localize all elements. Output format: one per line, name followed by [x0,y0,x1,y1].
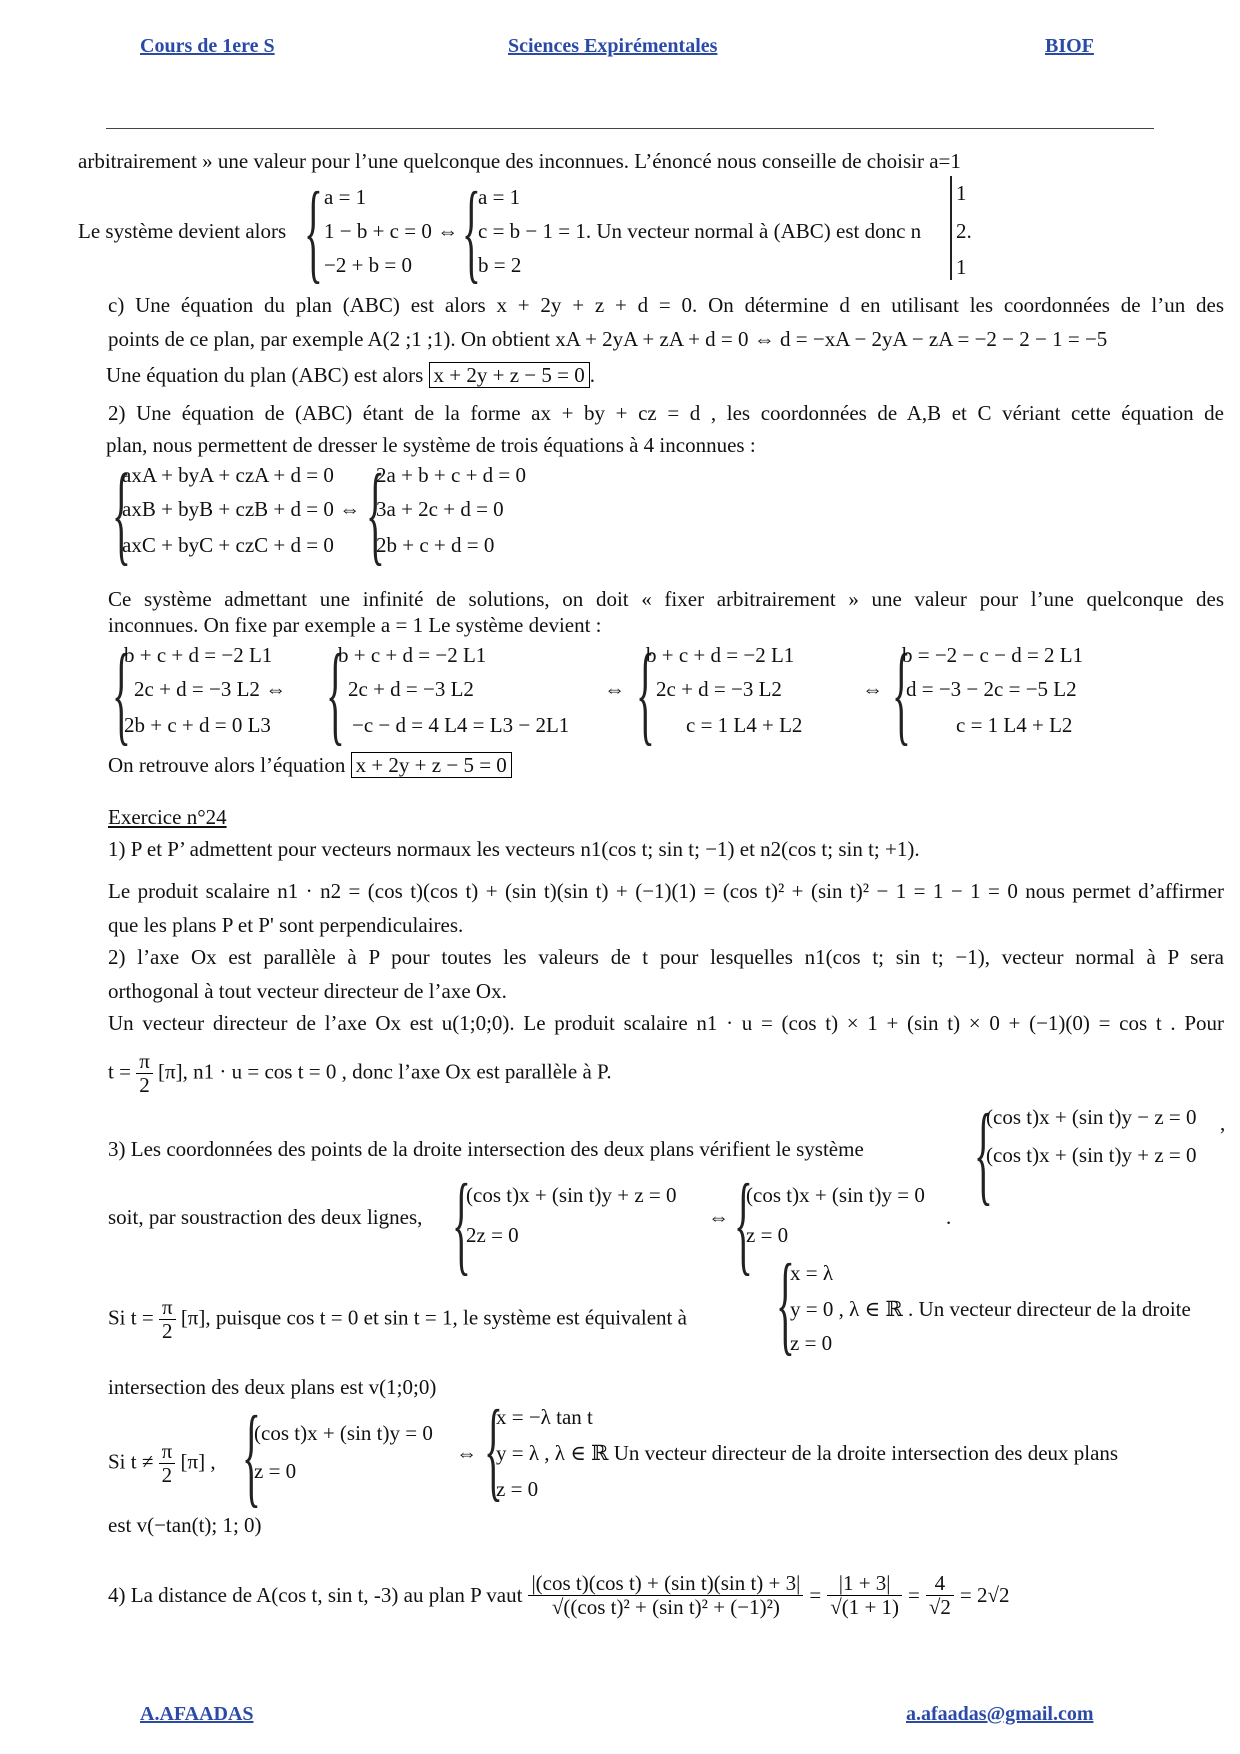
equation: (cos t)x + (sin t)y + z = 0 [466,1183,677,1207]
text: = [908,1583,920,1608]
system-brace: { [892,632,911,756]
vector-component: 1 [956,181,967,205]
text-line: orthogonal à tout vecteur directeur de l’axe Ox. [108,979,507,1003]
text-line: que les plans P et P' sont perpendiculaires. [108,913,464,937]
text-line: 3) Les coordonnées des points de la droite intersection des deux plans vérifient le système [108,1137,864,1161]
equation: d = −3 − 2c = −5 L2 [906,677,1077,701]
denominator: √2 [928,1595,951,1620]
equivalence: ⇔ [456,1441,477,1465]
vector-component: 2. [956,219,972,243]
fraction [827,1572,902,1619]
text-line: soit, par soustraction des deux lignes, [108,1205,423,1229]
fraction [159,1296,176,1343]
equation: z = 0 [790,1331,833,1355]
footer-author[interactable]: A.AFAADAS [140,1703,254,1725]
text-line: arbitrairement » une valeur pour l’une quelconque des inconnues. L’énoncé nous conseille de choisir a=1 [78,149,961,173]
numerator: 4 [926,1572,954,1596]
denominator: √((cos t)² + (sin t)² + (−1)²) [551,1595,780,1620]
denominator: √(1 + 1) [830,1595,900,1620]
equation: x = −λ tan t [496,1405,593,1429]
exercise-title [108,804,227,830]
numerator: π [159,1296,176,1320]
text-line [108,1572,1010,1619]
equation: (cos t)x + (sin t)y + z = 0 [986,1143,1197,1167]
system-brace: { [484,1388,503,1512]
system-brace: { [366,452,385,576]
text-line: Un vecteur directeur de l’axe Ox est u(1;0;0). Le produit scalaire n1 · u = (cos t) × 1 + (sin t) × 0 + (−1)(0) = cos t . Pour [108,1011,1224,1035]
equation: (cos t)x + (sin t)y − z = 0 [986,1105,1197,1129]
text-line [108,1440,216,1487]
vector-bar [950,176,952,280]
text: t = [108,1059,131,1084]
text-line: Le produit scalaire n1 · n2 = (cos t)(cos t) + (sin t)(sin t) + (−1)(1) = (cos t)² + (sin t)² − 1 = 1 − 1 = 0 nous permet d’affirmer [108,879,1224,903]
text: Une équation du plan (ABC) est alors [106,363,424,387]
system-brace: { [776,1242,795,1366]
numerator: |1 + 3| [827,1572,902,1596]
equation: y = 0 , λ ∈ ℝ . Un vecteur directeur de la droite [790,1297,1191,1321]
equation: b + c + d = −2 L1 [646,643,795,667]
system-brace: { [112,452,131,576]
system-brace: { [974,1092,993,1216]
equation: b = −2 − c − d = 2 L1 [902,643,1084,667]
text-line: 1) P et P’ admettent pour vecteurs normaux les vecteurs n1(cos t; sin t; −1) et n2(cos t; sin t; +1). [108,837,920,861]
text-line: Ce système admettant une infinité de solutions, on doit « fixer arbitrairement » une valeur pour l’une quelconque des [108,587,1224,611]
header-rule [106,128,1154,129]
equation: 2c + d = −3 L2 [656,677,782,701]
equation: axA + byA + czA + d = 0 [122,463,334,487]
equation: b + c + d = −2 L1 [338,643,487,667]
equation: 2c + d = −3 L2 [348,677,474,701]
punctuation: . [946,1205,952,1229]
equation: (cos t)x + (sin t)y = 0 [746,1183,925,1207]
text: Si t = [108,1305,154,1330]
exercise-title-text: Exercice n°24 [108,805,227,829]
numerator: |(cos t)(cos t) + (sin t)(sin t) + 3| [528,1572,803,1596]
text-line [108,752,512,778]
system-brace: { [304,170,323,294]
system-brace: { [734,1162,753,1286]
text: Si t ≠ [108,1449,154,1474]
denominator: 2 [161,1463,173,1488]
equation: z = 0 [254,1459,297,1483]
equation: (cos t)x + (sin t)y = 0 [254,1421,433,1445]
equation: c = 1 L4 + L2 [686,713,803,737]
equation: 3a + 2c + d = 0 [376,497,504,521]
text: = [809,1583,822,1608]
equation: z = 0 [746,1223,789,1247]
boxed-equation: x + 2y + z − 5 = 0 [351,752,512,778]
equation: 2a + b + c + d = 0 [376,463,527,487]
system-brace: { [242,1394,261,1518]
system-brace: { [452,1162,471,1286]
equivalence: ⇔ [862,677,883,701]
equation: c = 1 L4 + L2 [956,713,1073,737]
equation: x = λ [790,1261,834,1285]
numerator: π [159,1440,176,1464]
text: [π], n1 · u = cos t = 0 , donc l’axe Ox est parallèle à P. [158,1059,612,1084]
text-line: Le système devient alors [78,219,287,243]
equation: 2z = 0 [466,1223,519,1247]
equation: y = λ , λ ∈ ℝ Un vecteur directeur de la droite intersection des deux plans [496,1441,1119,1465]
system-brace: { [112,632,131,756]
equation: 2b + c + d = 0 [376,533,495,557]
equation: c = b − 1 = 1. Un vecteur normal à (ABC) est donc n [478,219,922,243]
text: . [589,363,595,387]
equation: −c − d = 4 L4 = L3 − 2L1 [352,713,570,737]
equation: z = 0 [496,1477,539,1501]
text-line: est v(−tan(t); 1; 0) [108,1513,262,1537]
text: On retrouve alors l’équation [108,753,346,777]
fraction [926,1572,954,1619]
equation: a = 1 [324,185,367,209]
equation: 2b + c + d = 0 L3 [124,713,271,737]
system-brace: { [462,170,481,294]
header-course[interactable]: Cours de 1ere S [140,35,275,57]
equation: axB + byB + czB + d = 0 ⇔ [122,497,361,521]
text: 4) La distance de A(cos t, sin t, -3) au plan P vaut [108,1583,523,1608]
equation: 2c + d = −3 L2 ⇔ [134,677,287,701]
text-line: inconnues. On fixe par exemple a = 1 Le système devient : [108,613,602,637]
text-line: c) Une équation du plan (ABC) est alors x + 2y + z + d = 0. On détermine d en utilisant les coordonnées de l’un des [108,293,1224,317]
boxed-equation: x + 2y + z − 5 = 0 [429,362,590,388]
numerator: π [136,1050,153,1074]
text-line: intersection des deux plans est v(1;0;0) [108,1375,437,1399]
equation: −2 + b = 0 [324,253,413,277]
text-line: 2) Une équation de (ABC) étant de la forme ax + by + cz = d , les coordonnées de A,B et C vériant cette équation de [108,401,1224,425]
equation: 1 − b + c = 0 ⇔ [324,219,459,243]
text-line: 2) l’axe Ox est parallèle à P pour toutes les valeurs de t pour lesquelles n1(cos t; sin t; −1), vecteur normal à P sera [108,945,1224,969]
punctuation: , [1220,1111,1226,1135]
equivalence: ⇔ [708,1205,729,1229]
vector-component: 1 [956,255,967,279]
header-section[interactable]: BIOF [1045,35,1094,57]
equation: b = 2 [478,253,522,277]
text-line: plan, nous permettent de dresser le système de trois équations à 4 inconnues : [106,433,756,457]
text-line [108,1296,687,1343]
text-line: points de ce plan, par exemple A(2 ;1 ;1). On obtient xA + 2yA + zA + d = 0 ⇔ d = −xA − 2yA − zA = −2 − 2 − 1 = −5 [108,327,1108,351]
denominator: 2 [162,1319,173,1344]
fraction [136,1050,153,1097]
system-brace: { [326,632,345,756]
header-subject[interactable]: Sciences Expirémentales [508,35,718,57]
text-line [106,362,595,388]
text: = 2√2 [959,1583,1010,1608]
equation: b + c + d = −2 L1 [124,643,273,667]
text: [π] , [180,1449,216,1474]
equation: a = 1 [478,185,521,209]
system-brace: { [636,632,655,756]
fraction [528,1572,803,1619]
text: [π], puisque cos t = 0 et sin t = 1, le système est équivalent à [180,1305,687,1330]
denominator: 2 [139,1073,150,1098]
fraction [159,1440,176,1487]
text-line [108,1050,612,1097]
equation: axC + byC + czC + d = 0 [122,533,334,557]
equivalence: ⇔ [604,677,625,701]
footer-email[interactable]: a.afaadas@gmail.com [906,1703,1094,1725]
